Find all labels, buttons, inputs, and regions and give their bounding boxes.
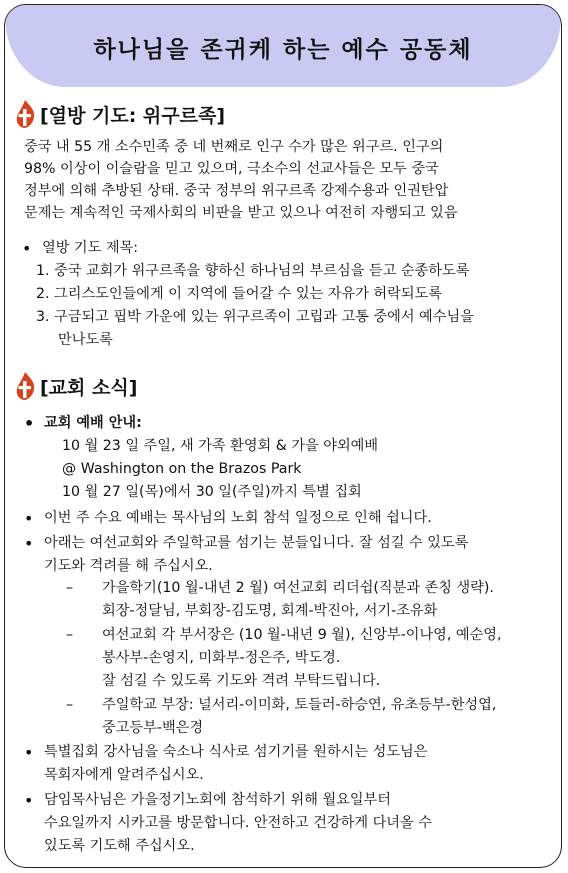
- dash-icon: –: [66, 697, 74, 713]
- section-header-news: [14, 372, 137, 400]
- sub-item-cont: 중고등부-백은경: [102, 720, 204, 736]
- prayer-intro-line: 98% 이상이 이슬람을 믿고 있으며, 극소수의 선교사들은 모두 중국: [24, 161, 439, 177]
- news-item-cont: 목회자에게 알려주십시오.: [44, 767, 204, 783]
- sub-item-cont: 잘 섬길 수 있도록 기도와 격려 부탁드립니다.: [102, 673, 381, 689]
- prayer-item: 3. 구금되고 핍박 가운에 있는 위구르족이 고립과 고통 중에서 예수님을: [36, 309, 474, 325]
- sub-item: 여선교회 각 부서장은 (10 월-내년 9 월), 신앙부-이나영, 예순영,: [102, 627, 502, 643]
- dash-icon: –: [66, 627, 74, 643]
- prayer-item: 1. 중국 교회가 위구르족을 향하신 하나님의 부르심을 듣고 순종하도록: [36, 263, 470, 279]
- news-item: • 담임목사님은 가을정기노회에 참석하기 위해 월요일부터: [44, 790, 391, 811]
- prayer-intro-line: 정부에 의해 추방된 상태. 중국 정부의 위구르족 강제수용과 인권탄압: [24, 183, 449, 199]
- dash-icon: –: [66, 580, 74, 596]
- section-title-news: [교회 소식]: [40, 376, 138, 399]
- prayer-heading: • 열방 기도 제목:: [42, 238, 138, 259]
- news-item: • 이번 주 수요 예배는 목사님의 노회 참석 일정으로 인해 쉽니다.: [44, 508, 432, 529]
- prayer-intro-line: 문제는 계속적인 국제사회의 비판을 받고 있으나 여전히 자행되고 있음: [24, 205, 458, 221]
- news-item: • 아래는 여선교회와 주일학교를 섬기는 분들입니다. 잘 섬길 수 있도록: [44, 533, 468, 554]
- sub-item-cont: 봉사부-손영지, 미화부-정은주, 박도경.: [102, 650, 341, 666]
- sub-item-cont: 회장-정달님, 부회장-김도명, 회계-박진아, 서기-조유화: [102, 603, 438, 619]
- section-title-prayer: [열방 기도: 위구르족]: [40, 104, 226, 127]
- news-item-cont: 수요일까지 시카고를 방문합니다. 안전하고 건강하게 다녀올 수: [44, 815, 432, 831]
- prayer-item: 2. 그리스도인들에게 이 지역에 들어갈 수 있는 자유가 허락되도록: [36, 286, 442, 302]
- section-header-prayer: [14, 100, 225, 128]
- prayer-intro-line: 중국 내 55 개 소수민족 중 네 번째로 인구 수가 많은 위구르. 인구의: [24, 139, 444, 155]
- worship-heading: • 교회 예배 안내:: [44, 413, 142, 434]
- news-item-cont: 기도와 격려를 해 주십시오.: [44, 558, 213, 574]
- cross-flame-icon: [14, 100, 36, 128]
- prayer-item-cont: 만나도록: [58, 332, 113, 348]
- news-item: • 특별집회 강사님을 숙소나 식사로 섬기기를 원하시는 성도님은: [44, 742, 427, 763]
- worship-line: @ Washington on the Brazos Park: [62, 461, 302, 477]
- news-item-cont: 있도록 기도해 주십시오.: [44, 838, 195, 854]
- worship-line: 10 월 23 일 주일, 새 가족 환영회 & 가을 야외예배: [62, 438, 379, 454]
- cross-flame-icon: [14, 372, 36, 400]
- sub-item: 가을학기(10 월-내년 2 월) 여선교회 리더쉽(직분과 존칭 생략).: [102, 580, 494, 596]
- worship-line: 10 월 27 일(목)에서 30 일(주일)까지 특별 집회: [62, 484, 362, 500]
- bulletin-title: 하나님을 존귀케 하는 예수 공동체: [93, 37, 473, 63]
- sub-item: 주일학교 부장: 널서리-이미화, 토들러-하승연, 유초등부-한성엽,: [102, 697, 497, 713]
- title-banner: [5, 5, 561, 87]
